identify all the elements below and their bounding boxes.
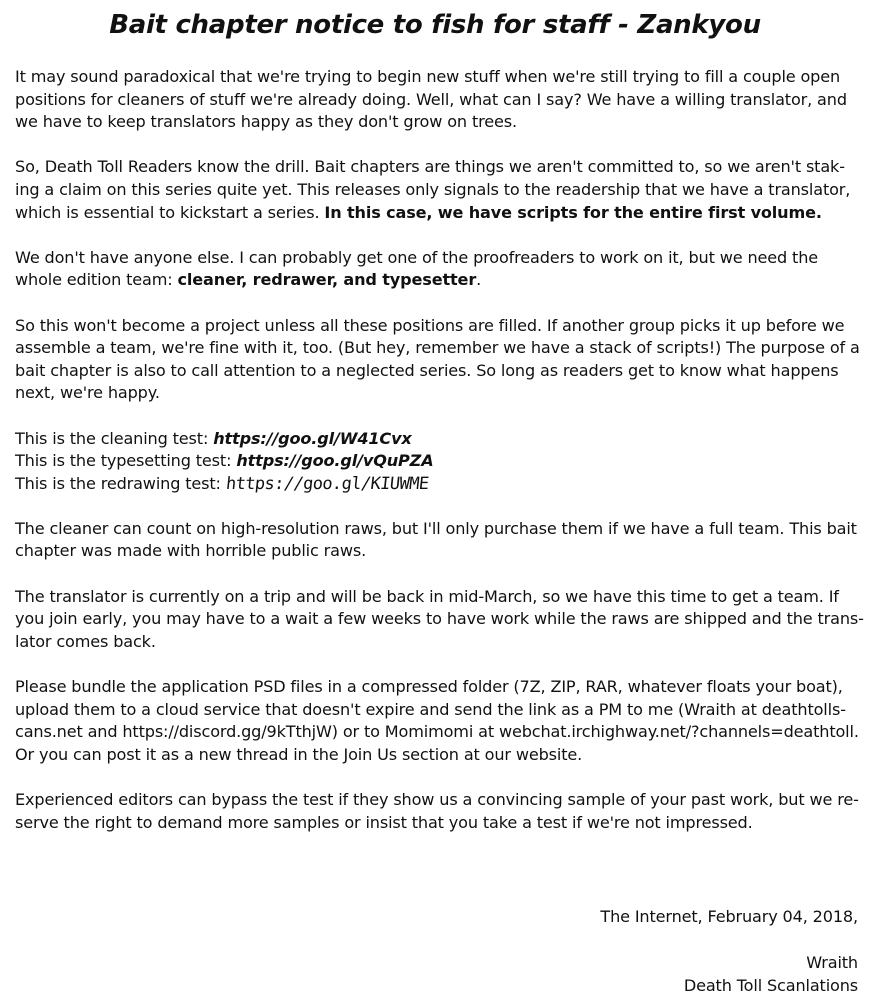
paragraph-line: So this won't become a project unless all these positions are filled. If another group picks it up before we xyxy=(15,315,845,335)
paragraph-translator-trip xyxy=(15,586,864,654)
roles-emphasis: cleaner, redrawer, and typesetter xyxy=(177,270,477,290)
redrawing-test-label: This is the redrawing test: xyxy=(15,473,226,493)
paragraph-text: . xyxy=(476,270,482,290)
cleaning-test-line xyxy=(15,428,858,451)
paragraph-line: Or you can post it as a new thread in the Join Us section at our website. xyxy=(15,744,583,764)
paragraph-intro xyxy=(15,66,858,134)
redrawing-test-link[interactable]: https://goo.gl/KIUWME xyxy=(224,473,430,494)
paragraph-bait-explanation xyxy=(15,156,858,224)
signature xyxy=(684,952,858,997)
paragraph-line: next, we're happy. xyxy=(15,383,160,403)
paragraph-line: Please bundle the application PSD files in a compressed folder (7Z, ZIP, RAR, whatever floats your boat), xyxy=(15,677,843,697)
paragraph-line: It may sound paradoxical that we're trying to begin new stuff when we're still trying to fill a couple open xyxy=(15,67,841,86)
paragraph-line: We don't have anyone else. I can probably get one of the proofreaders to work on it, but we need the xyxy=(15,247,818,267)
cleaning-test-link[interactable]: https://goo.gl/W41Cvx xyxy=(213,428,412,448)
paragraph-line: Experienced editors can bypass the test if they show us a convincing sample of your past work, but we re- xyxy=(15,790,859,809)
paragraph-line xyxy=(15,269,858,292)
paragraph-line: serve the right to demand more samples or insist that you take a test if we're not impressed. xyxy=(15,812,753,832)
notice-body xyxy=(15,66,864,857)
paragraph-line: ing a claim on this series quite yet. This releases only signals to the readership that we have a translator, xyxy=(15,179,851,199)
typesetting-test-link[interactable]: https://goo.gl/vQuPZA xyxy=(236,451,434,471)
paragraph-team-needed xyxy=(15,247,858,292)
scripts-emphasis: In this case, we have scripts for the entire first volume. xyxy=(324,202,822,222)
paragraph-line: upload them to a cloud service that doesn't expire and send the link as a PM to me (Wraith at deathtolls- xyxy=(15,699,846,719)
page-title: Bait chapter notice to fish for staff - Zankyou xyxy=(109,10,761,40)
paragraph-line: you join early, you may have to a wait a few weeks to have work while the raws are shipped and the trans- xyxy=(15,609,864,629)
paragraph-line: The translator is currently on a trip and will be back in mid-March, so we have this time to get a team. If xyxy=(15,586,839,606)
paragraph-line: The cleaner can count on high-resolution raws, but I'll only purchase them if we have a full team. This bait xyxy=(15,518,857,538)
cleaning-test-label: This is the cleaning test: xyxy=(15,428,214,448)
paragraph-application xyxy=(15,676,858,766)
redrawing-test-line xyxy=(15,473,858,496)
paragraph-line: So, Death Toll Readers know the drill. Bait chapters are things we aren't committed to, so we aren't stak- xyxy=(15,157,845,177)
paragraph-line xyxy=(15,202,858,225)
paragraph-line: chapter was made with horrible public raws. xyxy=(15,541,367,561)
paragraph-line: bait chapter is also to call attention to a neglected series. So long as readers get to know what happens xyxy=(15,360,839,380)
test-links xyxy=(15,428,858,496)
typesetting-test-label: This is the typesetting test: xyxy=(15,451,237,471)
paragraph-text: which is essential to kickstart a series. xyxy=(15,202,325,222)
paragraph-line: assemble a team, we're fine with it, too. (But hey, remember we have a stack of scripts!) The purpose of a xyxy=(15,338,860,358)
paragraph-experienced-editors xyxy=(15,789,858,834)
paragraph-raws xyxy=(15,518,858,563)
paragraph-line: lator comes back. xyxy=(15,631,156,651)
paragraph-line: positions for cleaners of stuff we're already doing. Well, what can I say? We have a willing translator, and xyxy=(15,89,847,109)
paragraph-line: we have to keep translators happy as they don't grow on trees. xyxy=(15,112,517,132)
paragraph-project-condition xyxy=(15,315,858,405)
typesetting-test-line xyxy=(15,450,858,473)
signature-group: Death Toll Scanlations xyxy=(683,975,858,995)
closing-date: The Internet, February 04, 2018, xyxy=(600,907,858,926)
paragraph-line: cans.net and https://discord.gg/9kTthjW) or to Momimomi at webchat.irchighway.net/?channels=deathtoll. xyxy=(15,722,859,742)
signature-name: Wraith xyxy=(806,953,858,972)
paragraph-text: whole edition team: xyxy=(15,270,178,290)
